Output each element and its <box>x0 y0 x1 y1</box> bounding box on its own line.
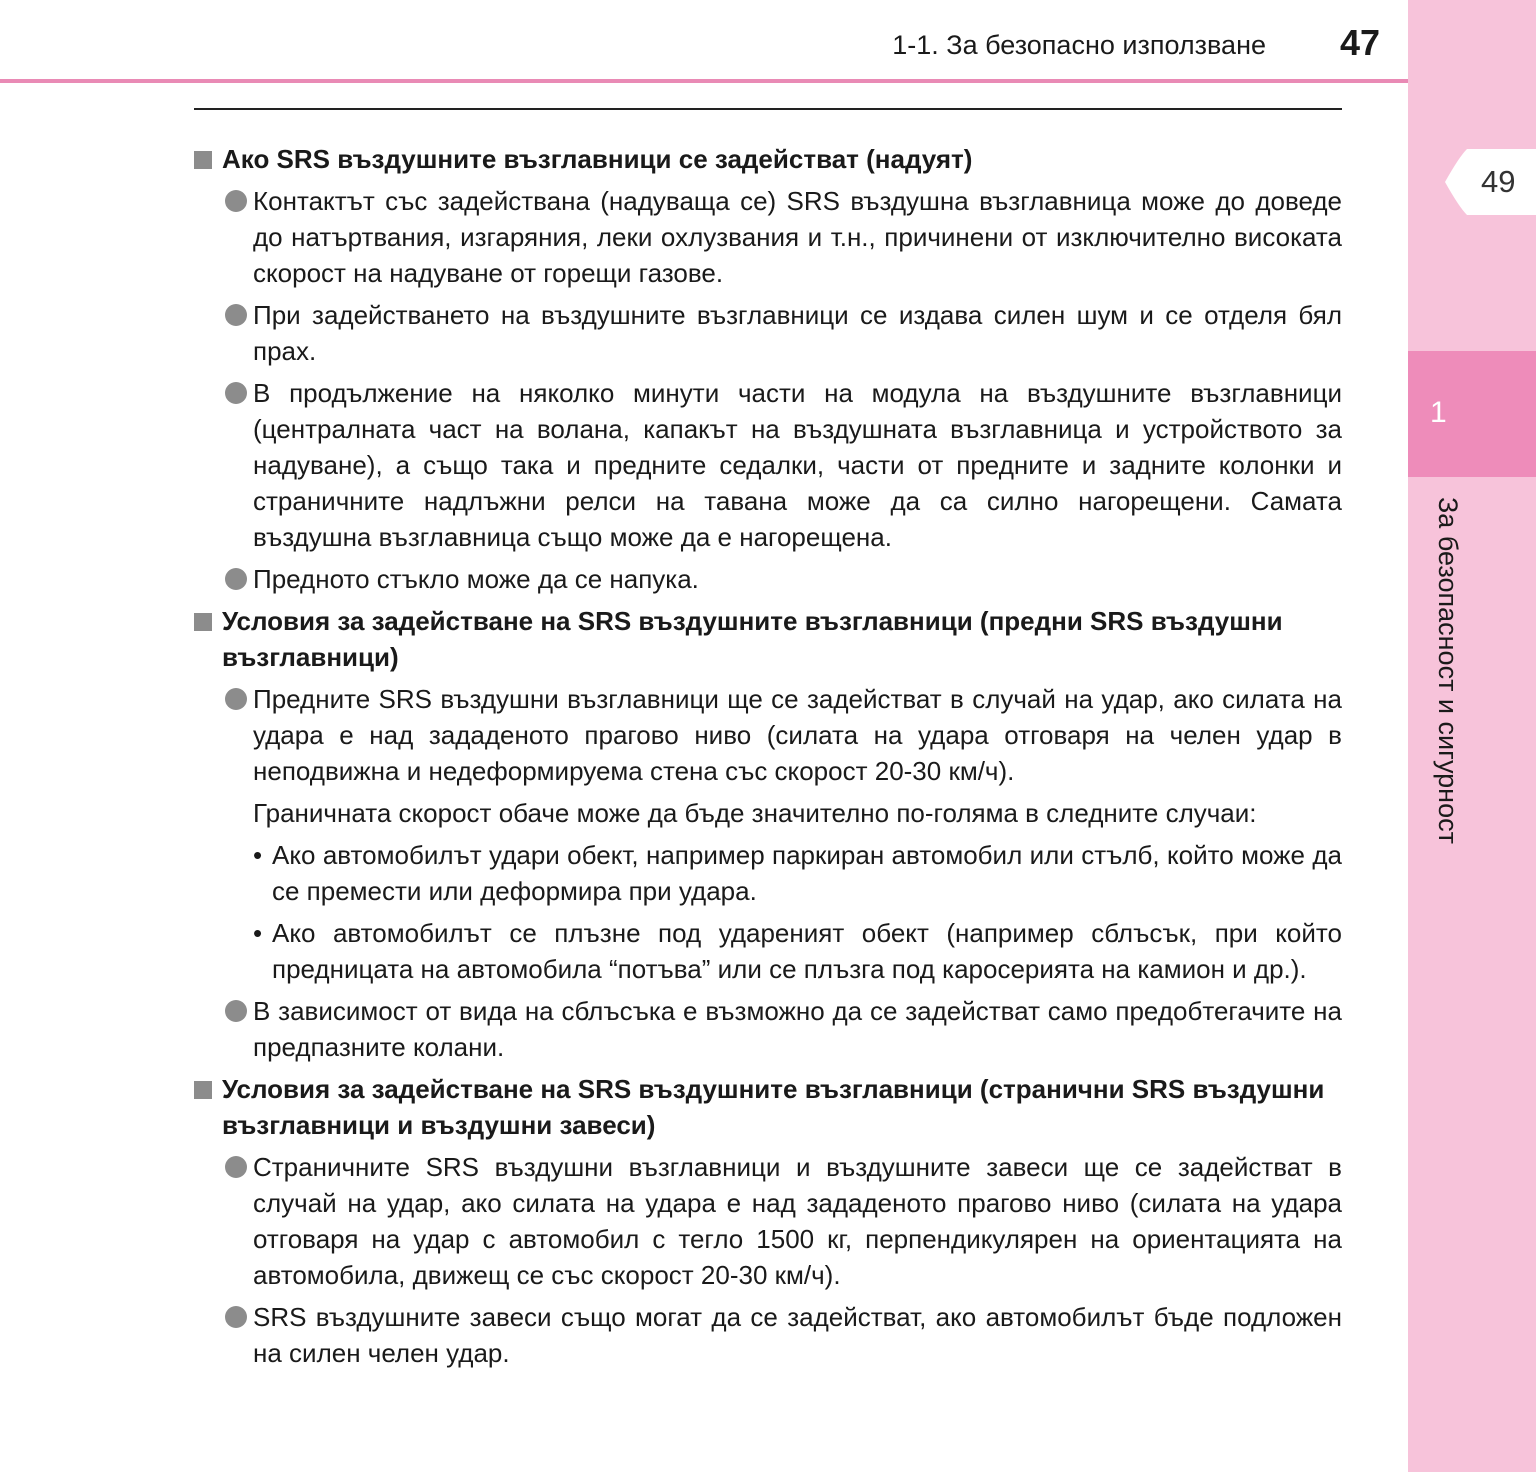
circle-bullet-icon <box>225 688 247 710</box>
section-heading-text: Ако SRS въздушните възглавници се задействат (надуят) <box>222 144 973 174</box>
header-title: 1-1. За безопасно използване <box>892 30 1266 60</box>
side-tab-number: 49 <box>1481 164 1516 199</box>
circle-bullet-icon <box>225 1000 247 1022</box>
section-heading <box>194 603 1342 675</box>
section-heading-text: Условия за задействане на SRS въздушните възглавници (предни SRS въздушни възглавници) <box>222 606 1283 672</box>
list-item-text: Предните SRS въздушни възглавници ще се задействат в случай на удар, ако силата на удара е над зададеното прагово ниво (силата на удара отговаря на челен удар в неподвижна и недеформируема стена със скорост 20-30 км/ч). <box>253 684 1342 786</box>
section-heading <box>194 141 1342 177</box>
side-chapter-number: 1 <box>1430 396 1447 429</box>
bullet-mark: • <box>253 840 263 870</box>
side-chapter-block[interactable] <box>1408 351 1536 477</box>
circle-bullet-icon <box>225 1306 247 1328</box>
list-item-text: Контактът със задействана (надуваща се) SRS въздушна възглавница може до доведе до натъртвания, изгаряния, леки охлузвания и т.н., причинени от изключително високата скорост на надуване от горещи газове. <box>253 186 1342 288</box>
header-pink-rule <box>0 79 1408 83</box>
side-bar <box>1408 0 1536 1472</box>
square-bullet-icon <box>194 1081 212 1099</box>
side-chapter-title: За безопасност и сигурност <box>1433 497 1463 844</box>
list-item-text: Предното стъкло може да се напука. <box>253 564 699 594</box>
bullet-mark: • <box>253 918 263 948</box>
section-heading <box>194 1071 1342 1143</box>
sub-bullet-text: Ако автомобилът удари обект, например паркиран автомобил или стълб, който може да се премести или деформира при удара. <box>272 840 1342 906</box>
list-item-text: Страничните SRS въздушни възглавници и въздушните завеси ще се задействат в случай на удар, ако силата на удара е над зададеното прагово ниво (силата на удара отговаря на удар с автомобил с тегло 1500 кг, перпендикулярен на ориентацията на автомобила, движещ се със скорост 20-30 км/ч). <box>253 1152 1342 1290</box>
sub-bullet-text: Ако автомобилът се плъзне под удареният обект (например сблъсък, при който предницата на автомобила “потъва” или се плъзга под каросерията на камион и др.). <box>272 918 1342 984</box>
square-bullet-icon <box>194 613 212 631</box>
list-item-text: SRS въздушните завеси също могат да се задействат, ако автомобилът бъде подложен на силен челен удар. <box>253 1302 1342 1368</box>
circle-bullet-icon <box>225 304 247 326</box>
list-item <box>194 1299 1342 1371</box>
list-item <box>194 375 1342 555</box>
list-item <box>194 183 1342 291</box>
content-top-rule <box>194 108 1342 110</box>
square-bullet-icon <box>194 151 212 169</box>
sub-bullet-item <box>194 837 1342 909</box>
sub-bullet-item <box>194 915 1342 987</box>
list-item-text: В зависимост от вида на сблъсъка е възможно да се задействат само предобтегачите на предпазните колани. <box>253 996 1342 1062</box>
list-item <box>194 297 1342 369</box>
note-paragraph: Граничната скорост обаче може да бъде значително по-голяма в следните случаи: <box>253 798 1257 828</box>
section-heading-text: Условия за задействане на SRS въздушните възглавници (странични SRS въздушни възглавници и въздушни завеси) <box>222 1074 1325 1140</box>
circle-bullet-icon <box>225 1156 247 1178</box>
list-item <box>194 681 1342 789</box>
list-item-text: При задействането на въздушните възглавници се издава силен шум и се отделя бял прах. <box>253 300 1342 366</box>
list-item-text: В продължение на няколко минути части на модула на въздушните възглавници (централната част на волана, капакът на въздушната възглавница и устройството за надуване), а също така и предните седалки, части от предните и задните колонки и страничните надлъжни релси на тавана може да са силно нагорещени. Самата въздушна възглавница също може да е нагорещена. <box>253 378 1342 552</box>
content <box>194 135 1342 1371</box>
list-item <box>194 1149 1342 1293</box>
circle-bullet-icon <box>225 382 247 404</box>
list-item <box>194 561 1342 597</box>
circle-bullet-icon <box>225 190 247 212</box>
list-item <box>194 993 1342 1065</box>
circle-bullet-icon <box>225 568 247 590</box>
page-number: 47 <box>1340 22 1381 63</box>
side-page-tab[interactable] <box>1445 149 1536 215</box>
